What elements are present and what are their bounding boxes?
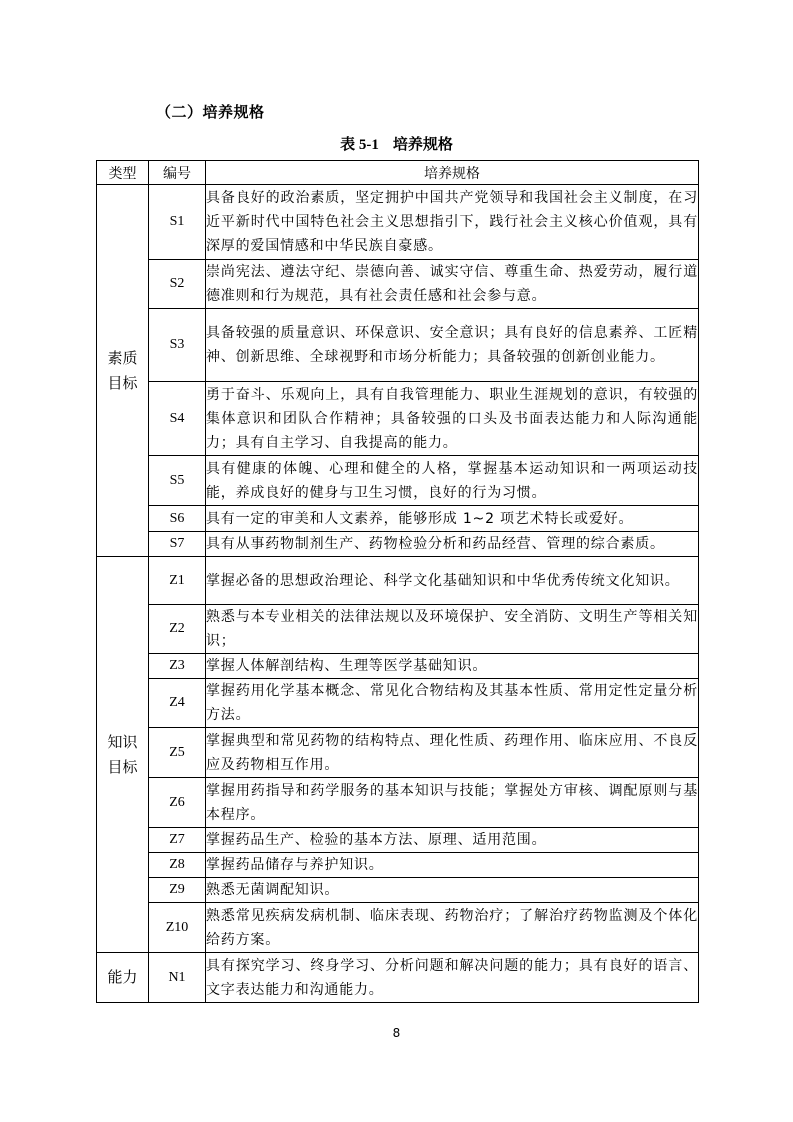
code-cell: Z9 <box>149 878 206 903</box>
type-label: 素质目标 <box>107 348 138 392</box>
table-number: 表 5-1 <box>340 137 379 153</box>
spec-text-cell: 掌握药品储存与养护知识。 <box>206 853 699 878</box>
type-label: 能力 <box>107 968 138 986</box>
table-caption <box>0 133 793 154</box>
spec-text-cell: 具有健康的体魄、心理和健全的人格，掌握基本运动知识和一两项运动技能，养成良好的健身与卫生习惯，良好的行为习惯。 <box>206 456 699 506</box>
type-cell <box>97 557 149 953</box>
table-row <box>97 903 699 953</box>
code-cell: S3 <box>149 309 206 382</box>
header-code: 编号 <box>149 161 206 185</box>
table-row <box>97 679 699 728</box>
code-cell: S5 <box>149 456 206 506</box>
header-type: 类型 <box>97 161 149 185</box>
code-cell: Z1 <box>149 557 206 605</box>
table-row <box>97 557 699 605</box>
table-row <box>97 828 699 853</box>
spec-text-cell: 熟悉与本专业相关的法律法规以及环境保护、安全消防、文明生产等相关知识； <box>206 605 699 654</box>
table-row <box>97 260 699 309</box>
spec-text-cell: 掌握用药指导和药学服务的基本知识与技能；掌握处方审核、调配原则与基本程序。 <box>206 778 699 828</box>
code-cell: Z8 <box>149 853 206 878</box>
table-row <box>97 853 699 878</box>
table-row <box>97 309 699 382</box>
table-body <box>97 185 699 1003</box>
training-spec-table <box>96 160 699 1003</box>
code-cell: S1 <box>149 185 206 260</box>
type-label: 知识目标 <box>107 732 138 776</box>
page-number: 8 <box>392 1026 401 1040</box>
code-cell: Z7 <box>149 828 206 853</box>
spec-text-cell: 掌握药用化学基本概念、常见化合物结构及其基本性质、常用定性定量分析方法。 <box>206 679 699 728</box>
section-heading: （二）培养规格 <box>156 103 265 121</box>
table-row <box>97 382 699 456</box>
table-row <box>97 456 699 506</box>
spec-text-cell: 熟悉常见疾病发病机制、临床表现、药物治疗；了解治疗药物监测及个体化给药方案。 <box>206 903 699 953</box>
table-row <box>97 953 699 1003</box>
table-row <box>97 728 699 778</box>
code-cell: Z4 <box>149 679 206 728</box>
spec-text-cell: 崇尚宪法、遵法守纪、崇德向善、诚实守信、尊重生命、热爱劳动，履行道德准则和行为规范，具有社会责任感和社会参与意。 <box>206 260 699 309</box>
code-cell: S4 <box>149 382 206 456</box>
code-cell: N1 <box>149 953 206 1003</box>
code-cell: Z6 <box>149 778 206 828</box>
code-cell: S7 <box>149 532 206 557</box>
spec-text-cell: 具有探究学习、终身学习、分析问题和解决问题的能力；具有良好的语言、文字表达能力和沟通能力。 <box>206 953 699 1003</box>
table-row <box>97 185 699 260</box>
table-row <box>97 878 699 903</box>
table-row <box>97 654 699 679</box>
spec-text-cell: 熟悉无菌调配知识。 <box>206 878 699 903</box>
code-cell: S6 <box>149 506 206 532</box>
code-cell: S2 <box>149 260 206 309</box>
spec-text-cell: 具备良好的政治素质，坚定拥护中国共产党领导和我国社会主义制度，在习近平新时代中国特色社会主义思想指引下，践行社会主义核心价值观，具有深厚的爱国情感和中华民族自豪感。 <box>206 185 699 260</box>
spec-text-cell: 掌握典型和常见药物的结构特点、理化性质、药理作用、临床应用、不良反应及药物相互作用。 <box>206 728 699 778</box>
table-title: 培养规格 <box>392 135 453 153</box>
spec-text-cell: 具备较强的质量意识、环保意识、安全意识；具有良好的信息素养、工匠精神、创新思维、全球视野和市场分析能力；具备较强的创新创业能力。 <box>206 309 699 382</box>
code-cell: Z3 <box>149 654 206 679</box>
spec-text-cell: 掌握人体解剖结构、生理等医学基础知识。 <box>206 654 699 679</box>
spec-text-cell: 勇于奋斗、乐观向上，具有自我管理能力、职业生涯规划的意识，有较强的集体意识和团队合作精神；具备较强的口头及书面表达能力和人际沟通能力；具有自主学习、自我提高的能力。 <box>206 382 699 456</box>
code-cell: Z10 <box>149 903 206 953</box>
spec-text-cell: 具有一定的审美和人文素养，能够形成 1~2 项艺术特长或爱好。 <box>206 506 699 532</box>
type-cell <box>97 185 149 557</box>
code-cell: Z5 <box>149 728 206 778</box>
spec-text-cell: 掌握必备的思想政治理论、科学文化基础知识和中华优秀传统文化知识。 <box>206 557 699 605</box>
table-header-row <box>97 161 699 185</box>
table-row <box>97 532 699 557</box>
type-cell <box>97 953 149 1003</box>
code-cell: Z2 <box>149 605 206 654</box>
header-spec: 培养规格 <box>206 161 699 185</box>
spec-text-cell: 具有从事药物制剂生产、药物检验分析和药品经营、管理的综合素质。 <box>206 532 699 557</box>
table-row <box>97 605 699 654</box>
spec-text-cell: 掌握药品生产、检验的基本方法、原理、适用范围。 <box>206 828 699 853</box>
table-row <box>97 506 699 532</box>
table-row <box>97 778 699 828</box>
